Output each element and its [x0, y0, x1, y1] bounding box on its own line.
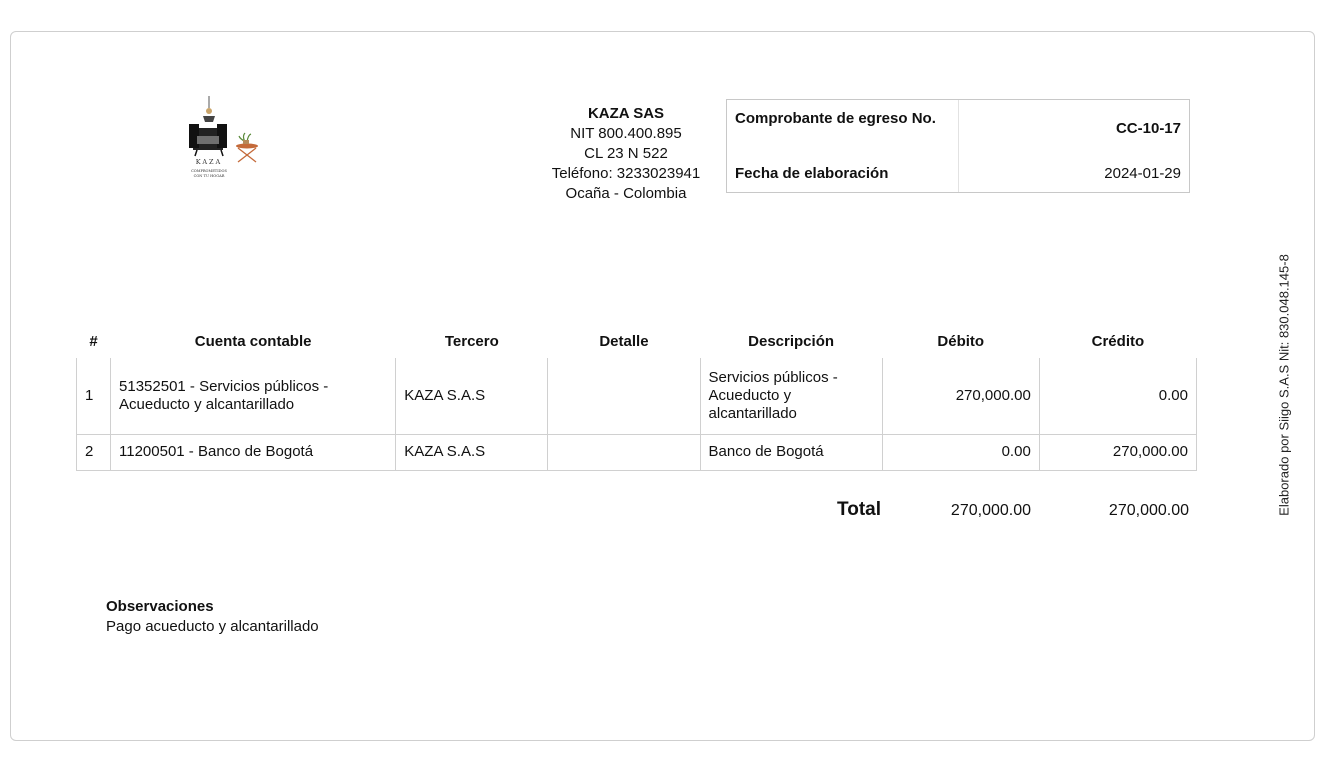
cell-debit: 0.00: [882, 434, 1039, 470]
observations-title: Observaciones: [106, 598, 214, 615]
voucher-date-value: 2024-01-29: [1104, 165, 1181, 182]
voucher-number-value: CC-10-17: [1115, 120, 1181, 137]
col-header-number: #: [89, 332, 98, 350]
document-page: [10, 31, 1315, 741]
cell-credit: 0.00: [1039, 358, 1196, 434]
svg-text:CON TU HOGAR: CON TU HOGAR: [193, 174, 225, 178]
cell-account: 51352501 - Servicios públicos - Acueducto y alcantarillado: [111, 358, 396, 434]
cell-detail: [548, 434, 700, 470]
observations: [106, 597, 319, 637]
table-header-row: [77, 324, 1197, 358]
observations-text: Pago acueducto y alcantarillado: [106, 618, 319, 635]
company-info: [521, 104, 731, 204]
total-debit: 270,000.00: [950, 502, 1031, 519]
company-address: CL 23 N 522: [584, 145, 668, 162]
cell-third-party: KAZA S.A.S: [396, 358, 548, 434]
company-phone: Teléfono: 3233023941: [551, 165, 701, 182]
company-city: Ocaña - Colombia: [565, 185, 687, 202]
company-name: KAZA SAS: [587, 105, 665, 122]
svg-text:COMPROMETIDOS: COMPROMETIDOS: [191, 169, 227, 173]
cell-description: Servicios públicos - Acueducto y alcantarillado: [700, 358, 882, 434]
company-logo: [179, 94, 269, 182]
col-header-debit: Débito: [937, 332, 985, 350]
svg-text:KAZA: KAZA: [195, 158, 223, 166]
side-note-text: Elaborado por Siigo S.A.S Nit: 830.048.145-8: [1276, 254, 1292, 516]
col-header-account: Cuenta contable: [194, 332, 312, 350]
cell-number: 1: [77, 358, 111, 434]
col-header-third-party: Tercero: [444, 332, 499, 350]
company-nit: NIT 800.400.895: [570, 125, 682, 142]
cell-number: 2: [77, 434, 111, 470]
table-row: [77, 434, 1197, 470]
voucher-box: [726, 99, 1190, 193]
cell-credit: 270,000.00: [1039, 434, 1196, 470]
total-label: Total: [837, 499, 881, 520]
accounts-table: [76, 324, 1197, 471]
cell-description: Banco de Bogotá: [700, 434, 882, 470]
side-note: [1274, 230, 1294, 540]
col-header-credit: Crédito: [1091, 332, 1145, 350]
cell-debit: 270,000.00: [882, 358, 1039, 434]
table-row: [77, 358, 1197, 434]
col-header-detail: Detalle: [599, 332, 649, 350]
col-header-description: Descripción: [748, 332, 835, 350]
voucher-date-label: Fecha de elaboración: [735, 165, 889, 182]
cell-third-party: KAZA S.A.S: [396, 434, 548, 470]
voucher-number-label: Comprobante de egreso No.: [735, 110, 936, 127]
cell-detail: [548, 358, 700, 434]
cell-account: 11200501 - Banco de Bogotá: [111, 434, 396, 470]
total-credit: 270,000.00: [1108, 502, 1189, 519]
